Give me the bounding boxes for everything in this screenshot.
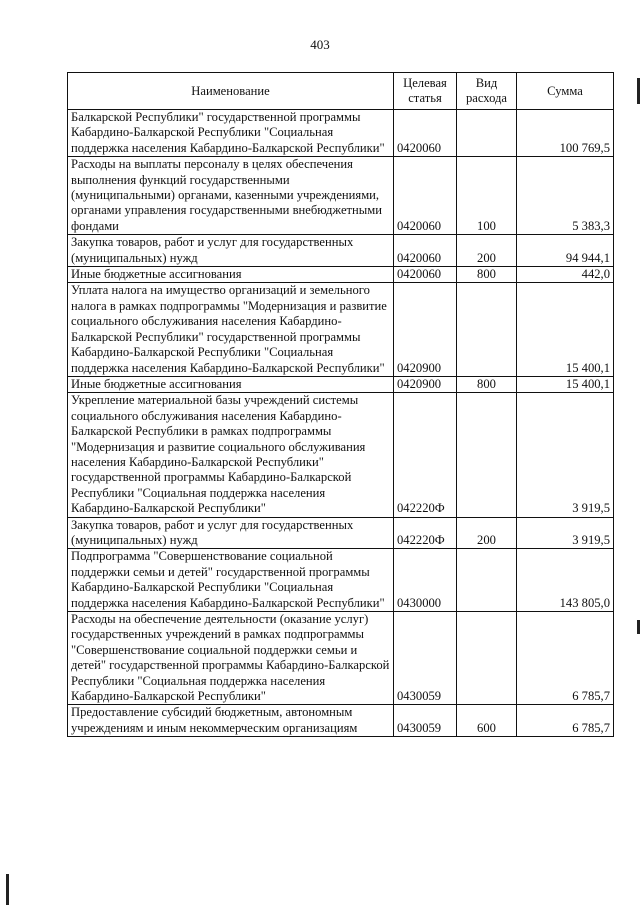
table-row [68,235,614,267]
row-target: 0430059 [394,612,457,705]
row-type: 200 [457,517,517,549]
row-name: Иные бюджетные ассигнования [68,376,394,392]
row-target: 042220Ф [394,517,457,549]
table-row [68,393,614,517]
header-sum: Сумма [517,73,614,110]
row-target: 0420060 [394,267,457,283]
table-row [68,267,614,283]
row-name: Закупка товаров, работ и услуг для государственных (муниципальных) нужд [68,517,394,549]
table-row [68,705,614,737]
row-type [457,612,517,705]
table-row [68,110,614,157]
row-type: 600 [457,705,517,737]
row-target: 0420060 [394,110,457,157]
row-sum: 100 769,5 [517,110,614,157]
row-sum: 15 400,1 [517,283,614,376]
row-type: 200 [457,235,517,267]
row-type: 100 [457,157,517,235]
row-name: Балкарской Республики" государственной программы Кабардино-Балкарской Республики "Социальная поддержка населения Кабардино-Балкарской Республики" [68,110,394,157]
table-row [68,157,614,235]
table-row [68,612,614,705]
header-type: Вид расхода [457,73,517,110]
row-type [457,283,517,376]
scan-mark-left-bottom [6,874,9,905]
row-sum: 5 383,3 [517,157,614,235]
row-target: 0420060 [394,235,457,267]
row-name: Подпрограмма "Совершенствование социальной поддержки семьи и детей" государственной программы Кабардино-Балкарской Республики "Социальная поддержка населения Кабардино-Балкарской Республики" [68,549,394,612]
table-row [68,376,614,392]
row-target: 0420900 [394,283,457,376]
header-name: Наименование [68,73,394,110]
row-sum: 15 400,1 [517,376,614,392]
row-sum: 143 805,0 [517,549,614,612]
table-row [68,283,614,376]
row-target: 042220Ф [394,393,457,517]
row-target: 0430000 [394,549,457,612]
row-target: 0420900 [394,376,457,392]
row-name: Предоставление субсидий бюджетным, автономным учреждениям и иным некоммерческим организациям [68,705,394,737]
row-type: 800 [457,376,517,392]
row-name: Закупка товаров, работ и услуг для государственных (муниципальных) нужд [68,235,394,267]
table-row [68,549,614,612]
row-name: Иные бюджетные ассигнования [68,267,394,283]
row-type [457,110,517,157]
row-type [457,393,517,517]
row-target: 0430059 [394,705,457,737]
row-name: Расходы на выплаты персоналу в целях обеспечения выполнения функций государственными (муниципальными) органами, казенными учреждениями, органами управления государственными внебюджетными фондами [68,157,394,235]
row-sum: 3 919,5 [517,393,614,517]
table-row [68,517,614,549]
row-target: 0420060 [394,157,457,235]
row-name: Укрепление материальной базы учреждений системы социального обслуживания населения Кабардино-Балкарской Республики в рамках подпрограммы "Модернизация и развитие социального обслуживания населения Кабардино-Балкарской Республики" государственной программы Кабардино-Балкарской Республики "Социальная поддержка населения Кабардино-Балкарской Республики" [68,393,394,517]
row-sum: 94 944,1 [517,235,614,267]
row-name: Уплата налога на имущество организаций и земельного налога в рамках подпрограммы "Модернизация и развитие социального обслуживания населения Кабардино-Балкарской Республики" государственной программы Кабардино-Балкарской Республики "Социальная поддержка населения Кабардино-Балкарской Республики" [68,283,394,376]
row-name: Расходы на обеспечение деятельности (оказание услуг) государственных учреждений в рамках подпрограммы "Совершенствование социальной поддержки семьи и детей" государственной программы Кабардино-Балкарской Республики "Социальная поддержка населения Кабардино-Балкарской Республики" [68,612,394,705]
row-sum: 6 785,7 [517,612,614,705]
row-type: 800 [457,267,517,283]
row-sum: 6 785,7 [517,705,614,737]
row-type [457,549,517,612]
page-number: 403 [310,37,330,52]
row-sum: 442,0 [517,267,614,283]
budget-table [67,72,614,737]
table-header-row [68,73,614,110]
row-sum: 3 919,5 [517,517,614,549]
header-target: Целевая статья [394,73,457,110]
